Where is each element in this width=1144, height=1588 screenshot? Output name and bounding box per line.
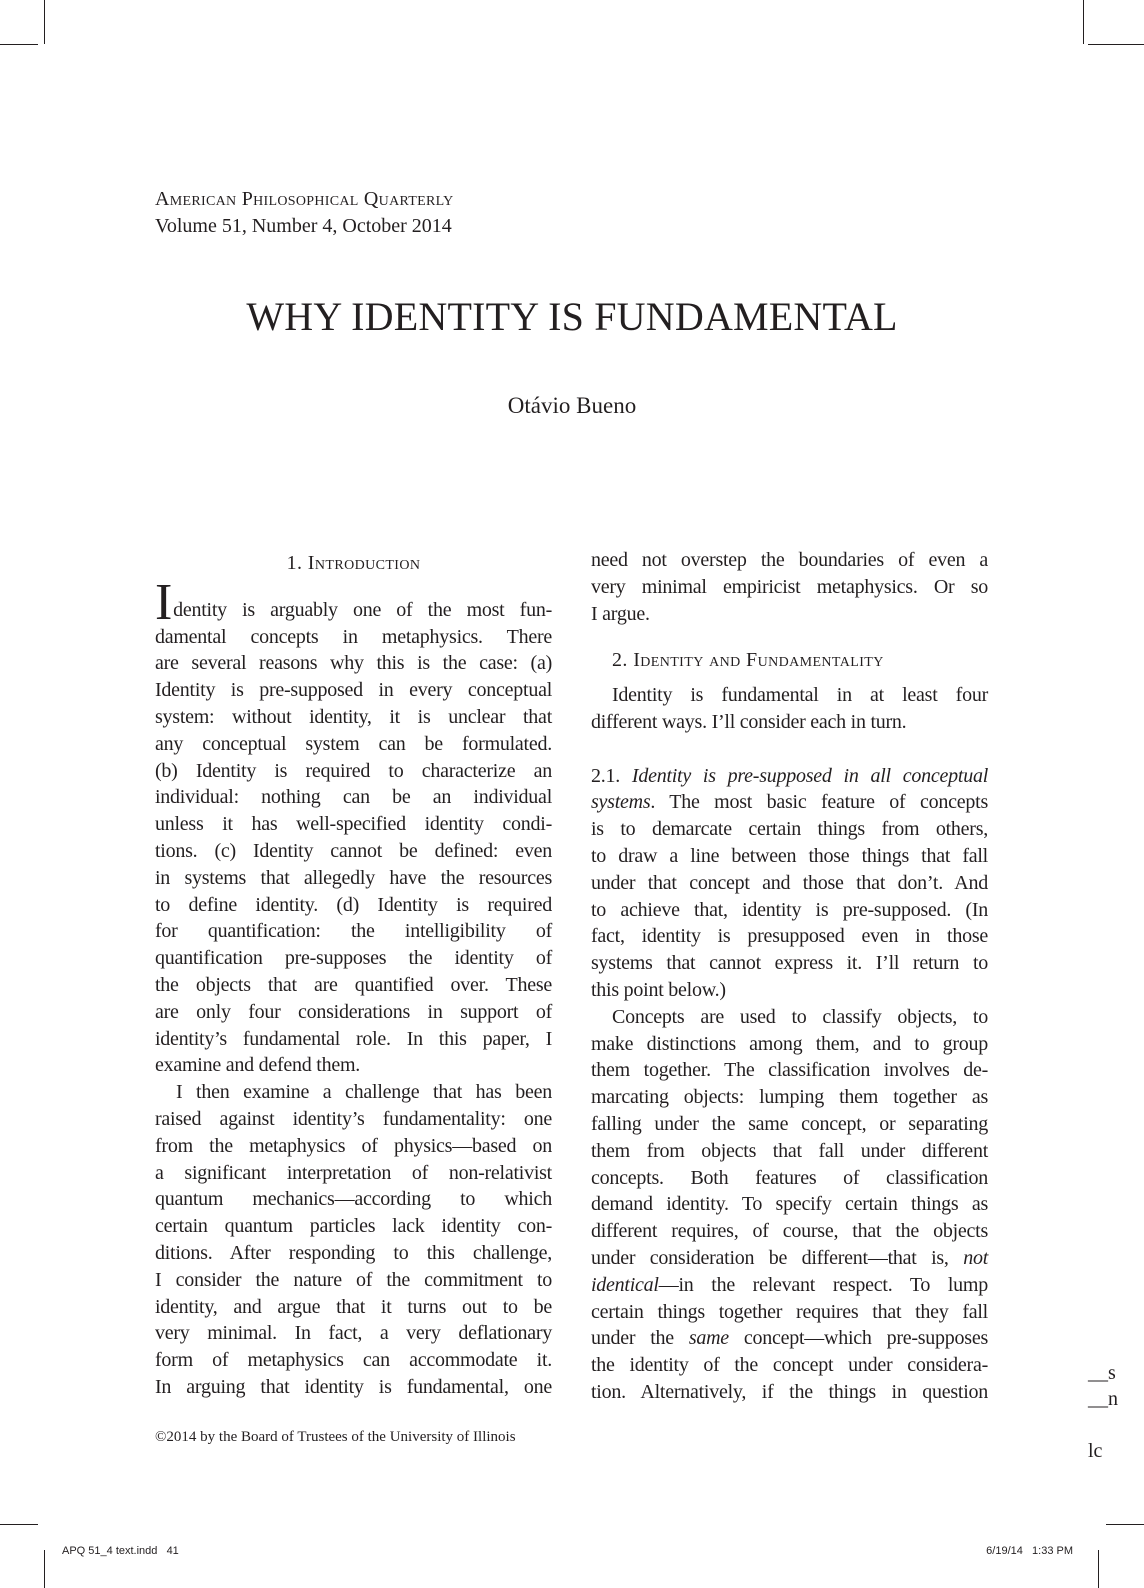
crop-mark xyxy=(44,1550,45,1588)
italic-text: Identity is pre-supposed in all conceptual xyxy=(631,764,989,787)
journal-issue: Volume 51, Number 4, October 2014 xyxy=(155,215,452,237)
text-line xyxy=(591,601,988,628)
text-line xyxy=(155,972,552,999)
section-heading-introduction: 1. Introduction xyxy=(286,552,421,574)
text-segment: raised against identity’s fundamentality: one xyxy=(155,1107,552,1130)
crop-mark xyxy=(1098,1550,1099,1588)
text-line xyxy=(591,977,988,1004)
text-segment: identity’s fundamental role. In this paper, I xyxy=(155,1027,552,1050)
crop-mark xyxy=(1106,1524,1144,1525)
text-line xyxy=(155,1213,552,1240)
text-segment: any conceptual system can be formulated. xyxy=(155,732,552,755)
text-line xyxy=(155,650,552,677)
text-line xyxy=(155,1026,552,1053)
text-segment: falling under the same concept, or separating xyxy=(591,1112,988,1135)
text-line xyxy=(591,763,988,790)
text-line xyxy=(155,1374,552,1401)
text-line xyxy=(591,1031,988,1058)
text-segment: tions. (c) Identity cannot be defined: even xyxy=(155,839,552,862)
text-line xyxy=(591,1352,988,1379)
text-segment: demand identity. To specify certain things as xyxy=(591,1193,988,1216)
text-line xyxy=(155,1133,552,1160)
copyright-notice: ©2014 by the Board of Trustees of the University of Illinois xyxy=(155,1429,516,1445)
text-segment: in systems that allegedly have the resources xyxy=(155,866,552,889)
text-line xyxy=(591,574,988,601)
text-line xyxy=(591,843,988,870)
text-segment: damental concepts in metaphysics. There xyxy=(155,625,552,648)
section-2-1 xyxy=(591,763,988,1004)
text-segment: them together. The classification involves de- xyxy=(591,1059,988,1082)
text-segment: under the xyxy=(591,1327,689,1350)
text-segment: very minimal empiricist metaphysics. Or so xyxy=(591,575,988,598)
text-segment: certain things together requires that they fall xyxy=(591,1300,988,1323)
text-line xyxy=(155,811,552,838)
text-line xyxy=(591,1325,988,1352)
text-segment: the identity of the concept under considera- xyxy=(591,1354,988,1377)
text-segment: from the metaphysics of physics—based on xyxy=(155,1134,552,1157)
text-segment: different requires, of course, that the objects xyxy=(591,1220,988,1243)
text-segment: In arguing that identity is fundamental, one xyxy=(155,1375,552,1398)
article-author: Otávio Bueno xyxy=(507,393,637,418)
text-segment: very minimal. In fact, a very deflationary xyxy=(155,1322,552,1345)
text-segment: tion. Alternatively, if the things in question xyxy=(591,1380,988,1403)
drop-cap: I xyxy=(155,573,173,631)
text-segment: dentity is arguably one of the most fun- xyxy=(173,598,552,621)
text-line xyxy=(155,1186,552,1213)
text-segment: for quantification: the intelligibility of xyxy=(155,920,552,943)
crop-mark xyxy=(44,0,45,44)
text-segment: a significant interpretation of non-relativist xyxy=(155,1161,552,1184)
text-segment: fact, identity is presupposed even in those xyxy=(591,925,988,948)
text-line xyxy=(155,892,552,919)
text-line xyxy=(155,865,552,892)
slug-datetime: 6/19/14 1:33 PM xyxy=(986,1545,1073,1557)
text-segment: concept—which pre-supposes xyxy=(728,1327,988,1350)
text-segment: quantum mechanics—according to which xyxy=(155,1188,552,1211)
text-line xyxy=(591,1084,988,1111)
text-segment: —in the relevant respect. To lump xyxy=(658,1273,988,1296)
text-segment: (b) Identity is required to characterize an xyxy=(155,759,552,782)
journal-name: American Philosophical Quarterly xyxy=(155,188,454,210)
text-line xyxy=(155,784,552,811)
text-segment: Identity is pre-supposed in every conceptual xyxy=(155,679,552,702)
text-segment: are several reasons why this is the case: (a) xyxy=(155,652,552,675)
introduction-body xyxy=(155,573,552,1401)
text-line xyxy=(155,677,552,704)
text-line xyxy=(155,704,552,731)
text-line xyxy=(155,1267,552,1294)
text-line xyxy=(591,789,988,816)
article-title: WHY IDENTITY IS FUNDAMENTAL xyxy=(246,294,898,339)
margin-mark: __n xyxy=(1088,1388,1118,1410)
text-line xyxy=(155,758,552,785)
text-segment: marcating objects: lumping them together as xyxy=(591,1086,988,1109)
text-segment: are only four considerations in support of xyxy=(155,1000,552,1023)
text-segment: systems that cannot express it. I’ll return to xyxy=(591,952,988,975)
text-line xyxy=(591,923,988,950)
text-segment: . The most basic feature of concepts xyxy=(650,791,988,814)
text-segment: under consideration be different—that is, xyxy=(591,1246,964,1269)
text-line xyxy=(155,1160,552,1187)
text-segment: is to demarcate certain things from others, xyxy=(591,818,988,841)
text-segment: need not overstep the boundaries of even a xyxy=(591,549,988,571)
text-segment: ditions. After responding to this challenge, xyxy=(155,1241,552,1264)
introduction-continuation xyxy=(591,547,988,627)
text-segment: examine and defend them. xyxy=(155,1054,361,1077)
text-line xyxy=(591,1138,988,1165)
text-segment: certain quantum particles lack identity con- xyxy=(155,1215,552,1238)
text-line xyxy=(155,731,552,758)
text-segment: to achieve that, identity is pre-supposed. (In xyxy=(591,898,988,921)
text-line xyxy=(591,1379,988,1406)
text-line xyxy=(591,709,988,736)
text-line xyxy=(591,682,988,709)
text-line xyxy=(155,1320,552,1347)
text-segment: identity, and argue that it turns out to be xyxy=(155,1295,552,1318)
left-column xyxy=(155,550,552,1401)
text-line xyxy=(591,1057,988,1084)
margin-mark: lc xyxy=(1088,1440,1103,1462)
journal-header xyxy=(155,186,453,240)
text-line xyxy=(591,897,988,924)
text-line xyxy=(591,1111,988,1138)
text-line xyxy=(591,870,988,897)
text-segment: concepts. Both features of classification xyxy=(591,1166,988,1189)
text-line xyxy=(155,918,552,945)
text-line xyxy=(591,1218,988,1245)
section-2-intro xyxy=(591,682,988,736)
text-segment: 2.1. xyxy=(591,764,632,787)
text-line xyxy=(591,816,988,843)
text-line xyxy=(591,1272,988,1299)
text-line xyxy=(155,1052,552,1079)
text-segment: under that concept and those that don’t. And xyxy=(591,871,988,894)
crop-mark xyxy=(1088,44,1144,45)
text-line xyxy=(591,1165,988,1192)
text-segment: I argue. xyxy=(591,602,650,625)
text-line xyxy=(155,1106,552,1133)
margin-mark: __s xyxy=(1088,1362,1116,1384)
text-line xyxy=(591,950,988,977)
text-line xyxy=(155,1294,552,1321)
text-segment: quantification pre-supposes the identity of xyxy=(155,947,552,970)
text-segment: them from objects that fall under different xyxy=(591,1139,988,1162)
text-segment: Identity is fundamental in at least four xyxy=(612,684,988,707)
text-line xyxy=(155,838,552,865)
italic-text: identical xyxy=(591,1273,659,1296)
crop-mark xyxy=(0,44,38,45)
text-line xyxy=(591,1299,988,1326)
text-line xyxy=(155,1079,552,1106)
text-segment: unless it has well-specified identity condi- xyxy=(155,813,552,836)
text-line xyxy=(591,1191,988,1218)
text-segment: different ways. I’ll consider each in turn. xyxy=(591,710,907,733)
slug-file: APQ 51_4 text.indd 41 xyxy=(62,1545,179,1557)
text-line xyxy=(155,1240,552,1267)
text-line xyxy=(155,1347,552,1374)
text-segment: I consider the nature of the commitment to xyxy=(155,1268,552,1291)
text-segment: to define identity. (d) Identity is required xyxy=(155,893,552,916)
italic-text: systems xyxy=(591,791,651,814)
text-line xyxy=(155,624,552,651)
text-line xyxy=(591,1245,988,1272)
text-segment: this point below.) xyxy=(591,978,726,1001)
italic-text: not xyxy=(963,1246,988,1269)
section-heading-identity-fundamentality: 2. Identity and Fundamentality xyxy=(612,649,884,672)
text-segment: individual: nothing can be an individual xyxy=(155,786,552,809)
text-segment: Concepts are used to classify objects, to xyxy=(612,1005,988,1028)
italic-text: same xyxy=(688,1327,729,1350)
text-segment: form of metaphysics can accommodate it. xyxy=(155,1349,552,1372)
text-segment: the objects that are quantified over. These xyxy=(155,973,552,996)
text-segment: make distinctions among them, and to group xyxy=(591,1032,988,1055)
text-line xyxy=(591,1004,988,1031)
text-segment: system: without identity, it is unclear that xyxy=(155,705,552,728)
text-line xyxy=(591,547,988,574)
crop-mark xyxy=(0,1524,38,1525)
text-segment: I then examine a challenge that has been xyxy=(176,1081,552,1104)
text-line xyxy=(155,945,552,972)
right-column xyxy=(591,547,988,1406)
paragraph-concepts xyxy=(591,1004,988,1406)
crop-mark xyxy=(1083,0,1084,44)
text-line xyxy=(155,573,552,631)
text-line xyxy=(155,999,552,1026)
text-segment: to draw a line between those things that fall xyxy=(591,844,988,867)
